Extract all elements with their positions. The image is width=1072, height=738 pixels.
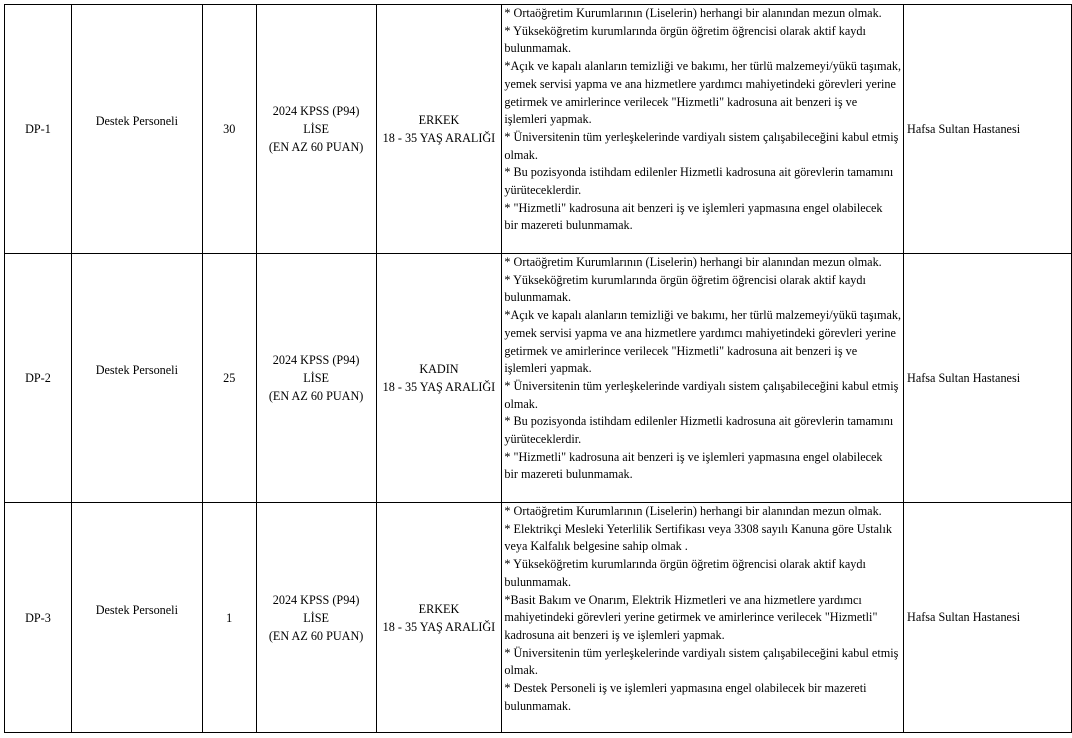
age-range: 18 - 35 YAŞ ARALIĞI [382, 131, 496, 145]
age-range: 18 - 35 YAŞ ARALIĞI [382, 380, 496, 394]
requirements-list: * Ortaöğretim Kurumlarının (Liselerin) herhangi bir alanından mezun olmak. * Yükseköğretim kurumlarında örgün öğretim öğrencisi olarak aktif kaydı bulunmamak. *Açık ve kapalı alanların temizliği ve bakımı, her türlü malzemeyi/yükü taşımak, yemek servisi yapma ve ana hizmetlere yardımcı mahiyetindeki görevleri yerine getirmek ve amirlerince verilecek "Hizmetli" kadrosuna ait benzeri iş ve işlemleri yapmak. * Üniversitenin tüm yerleşkelerinde vardiyalı sistem çalışabileceğini kabul etmiş olmak. * Bu pozisyonda istihdam edilenler Hizmetli kadrosuna ait görevlerin tamamını yürüteceklerdir. * "Hizmetli" kadrosuna ait benzeri iş ve işlemleri yapmasına engel olabilecek bir mazereti bulunmamak. [502, 254, 904, 503]
position-count: 30 [202, 5, 256, 254]
position-code: DP-1 [5, 5, 72, 254]
kpss-requirement: 2024 KPSS (P94) LİSE (EN AZ 60 PUAN) [256, 503, 376, 733]
requirements-list: * Ortaöğretim Kurumlarının (Liselerin) herhangi bir alanından mezun olmak. * Elektrikçi Mesleki Yeterlilik Sertifikası veya 3308 sayılı Kanuna göre Ustalık veya Kalfalık belgesine sahip olmak . * Yükseköğretim kurumlarında örgün öğretim öğrencisi olarak aktif kaydı bulunmamak. *Basit Bakım ve Onarım, Elektrik Hizmetleri ve ana hizmetlere yardımcı mahiyetindeki görevleri yerine getirmek ve amirlerince verilecek "Hizmetli" kadrosuna ait benzeri iş ve işlemleri yapmak. * Üniversitenin tüm yerleşkelerinde vardiyalı sistem çalışabileceğini kabul etmiş olmak. * Destek Personeli iş ve işlemleri yapmasına engel olabilecek bir mazereti bulunmamak. [502, 503, 904, 733]
gender-age [376, 254, 502, 503]
position-title: Destek Personeli [71, 254, 202, 503]
position-title: Destek Personeli [71, 503, 202, 733]
gender: KADIN [419, 362, 459, 376]
gender-age [376, 503, 502, 733]
requirements-list: * Ortaöğretim Kurumlarının (Liselerin) herhangi bir alanından mezun olmak. * Yükseköğretim kurumlarında örgün öğretim öğrencisi olarak aktif kaydı bulunmamak. *Açık ve kapalı alanların temizliği ve bakımı, her türlü malzemeyi/yükü taşımak, yemek servisi yapma ve ana hizmetlere yardımcı mahiyetindeki görevleri yerine getirmek ve amirlerince verilecek "Hizmetli" kadrosuna ait benzeri iş ve işlemleri yapmak. * Üniversitenin tüm yerleşkelerinde vardiyalı sistem çalışabileceğini kabul etmiş olmak. * Bu pozisyonda istihdam edilenler Hizmetli kadrosuna ait görevlerin tamamını yürüteceklerdir. * "Hizmetli" kadrosuna ait benzeri iş ve işlemleri yapmasına engel olabilecek bir mazereti bulunmamak. [502, 5, 904, 254]
table-row [5, 503, 1072, 733]
position-code: DP-3 [5, 503, 72, 733]
kpss-requirement: 2024 KPSS (P94) LİSE (EN AZ 60 PUAN) [256, 5, 376, 254]
table-row [5, 254, 1072, 503]
position-code: DP-2 [5, 254, 72, 503]
positions-table [4, 4, 1072, 733]
position-count: 1 [202, 503, 256, 733]
institution: Hafsa Sultan Hastanesi [904, 503, 1072, 733]
institution: Hafsa Sultan Hastanesi [904, 5, 1072, 254]
gender: ERKEK [418, 113, 460, 127]
institution: Hafsa Sultan Hastanesi [904, 254, 1072, 503]
gender: ERKEK [418, 601, 460, 616]
age-range: 18 - 35 YAŞ ARALIĞI [382, 619, 496, 634]
position-count: 25 [202, 254, 256, 503]
gender-age [376, 5, 502, 254]
kpss-requirement: 2024 KPSS (P94) LİSE (EN AZ 60 PUAN) [256, 254, 376, 503]
position-title: Destek Personeli [71, 5, 202, 254]
table-row [5, 5, 1072, 254]
